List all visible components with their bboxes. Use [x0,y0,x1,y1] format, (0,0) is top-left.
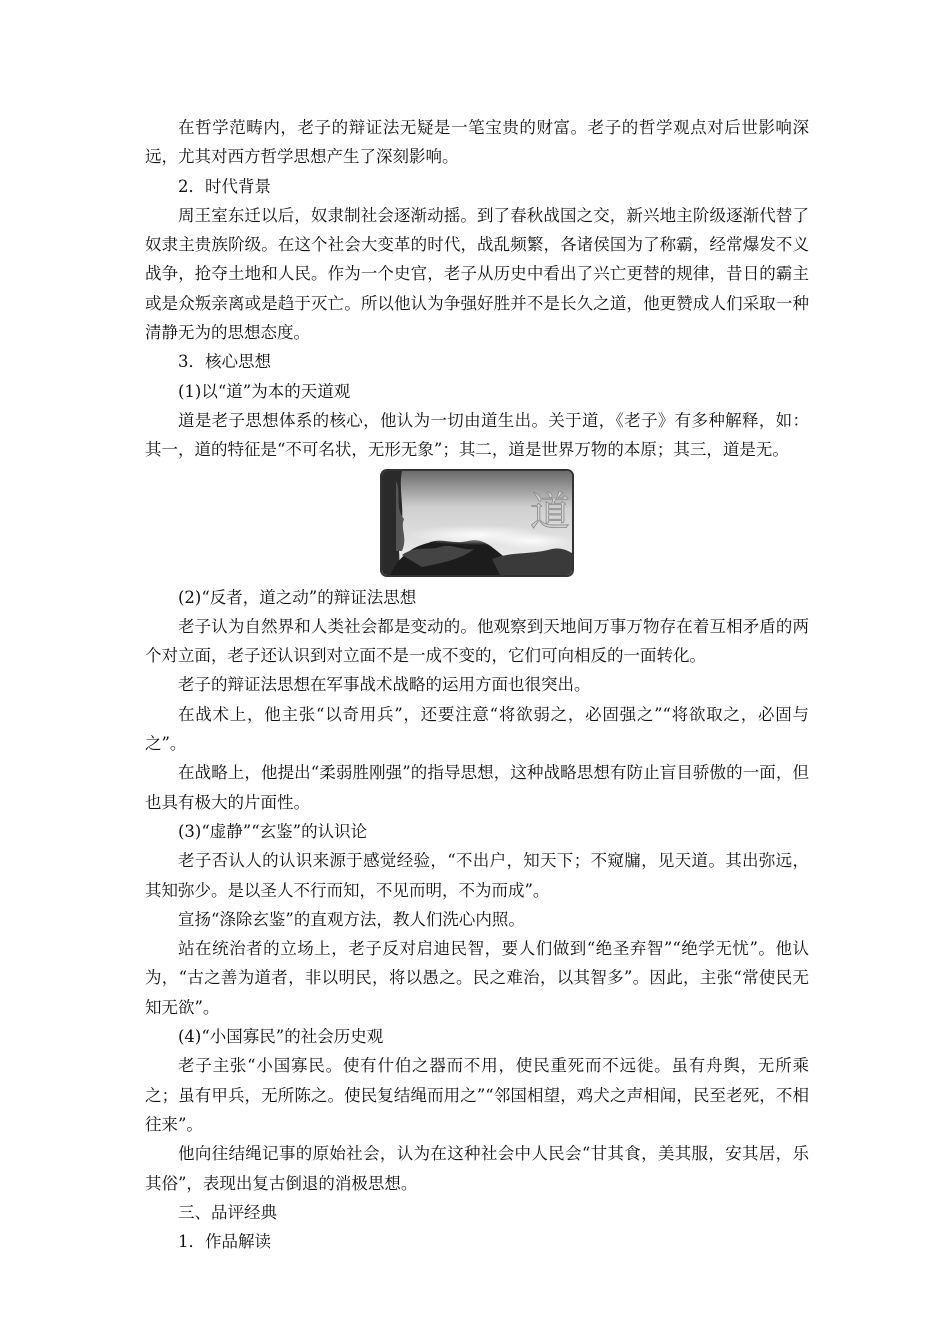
subsection-heading: (4)“小国寡民”的社会历史观 [178,1027,384,1047]
section-heading: 2．时代背景 [178,176,271,196]
paragraph: 老子认为自然界和人类社会都是变动的。他观察到天地间万事万物存在着互相矛盾的两个对立面，老子还认识到对立面不是一成不变的，它们可向相反的一面转化。 [145,616,809,666]
section-heading: 三、品评经典 [178,1202,277,1222]
document-page [145,113,809,1256]
ink-painting-figure [145,465,809,583]
dao-character: 道 [530,488,570,535]
paragraph: 站在统治者的立场上，老子反对启迪民智，要人们做到“绝圣弃智”“绝学无忧”。他认为，“古之善为道者，非以明民，将以愚之。民之难治，以其智多”。因此，主张“常使民无知无欲”。 [145,939,809,1017]
section-heading: 3．核心思想 [178,352,271,372]
subsection-heading: (1)以“道”为本的天道观 [178,381,351,401]
paragraph: 老子否认人的认识来源于感觉经验，“不出户，知天下；不窥牖，见天道。其出弥远，其知弥少。是以圣人不行而知，不见而明，不为而成”。 [145,851,809,900]
subsection-heading: (3)“虚静”“玄鉴”的认识论 [178,821,368,841]
paragraph: 在战术上，他主张“以奇用兵”，还要注意“将欲弱之，必固强之”“将欲取之，必固与之”。 [145,704,809,754]
paragraph: 他向往结绳记事的原始社会，认为在这种社会中人民会“甘其食，美其服，安其居，乐其俗”，表现出复古倒退的消极思想。 [145,1144,809,1193]
paragraph: 宣扬“涤除玄鉴”的直观方法，教人们洗心内照。 [178,909,525,929]
paragraph: 周王室东迁以后，奴隶制社会逐渐动摇。到了春秋战国之交，新兴地主阶级逐渐代替了奴隶主贵族阶级。在这个社会大变革的时代，战乱频繁，各诸侯国为了称霸，经常爆发不义战争，抢夺土地和人民。作为一个史官，老子从历史中看出了兴亡更替的规律，昔日的霸主或是众叛亲离或是趋于灭亡。所以他认为争强好胜并不是长久之道，他更赞成人们采取一种清静无为的思想态度。 [145,205,809,343]
paragraph: 在战略上，他提出“柔弱胜刚强”的指导思想，这种战略思想有防止盲目骄傲的一面，但也具有极大的片面性。 [145,763,809,812]
subsection-heading: (2)“反者，道之动”的辩证法思想 [178,587,417,607]
paragraph: 道是老子思想体系的核心，他认为一切由道生出。关于道，《老子》有多种解释，如：其一，道的特征是“不可名状，无形无象”；其二，道是世界万物的本原；其三，道是无。 [145,410,809,460]
paragraph: 在哲学范畴内，老子的辩证法无疑是一笔宝贵的财富。老子的哲学观点对后世影响深远，尤其对西方哲学思想产生了深刻影响。 [145,118,809,167]
paragraph: 老子主张“小国寡民。使有什伯之器而不用，使民重死而不远徙。虽有舟舆，无所乘之；虽有甲兵，无所陈之。使民复结绳而用之”“邻国相望，鸡犬之声相闻，民至老死，不相往来”。 [145,1056,809,1134]
ink-landscape-image [380,469,574,577]
section-heading: 1．作品解读 [178,1232,271,1252]
paragraph: 老子的辩证法思想在军事战术战略的运用方面也很突出。 [178,675,591,695]
